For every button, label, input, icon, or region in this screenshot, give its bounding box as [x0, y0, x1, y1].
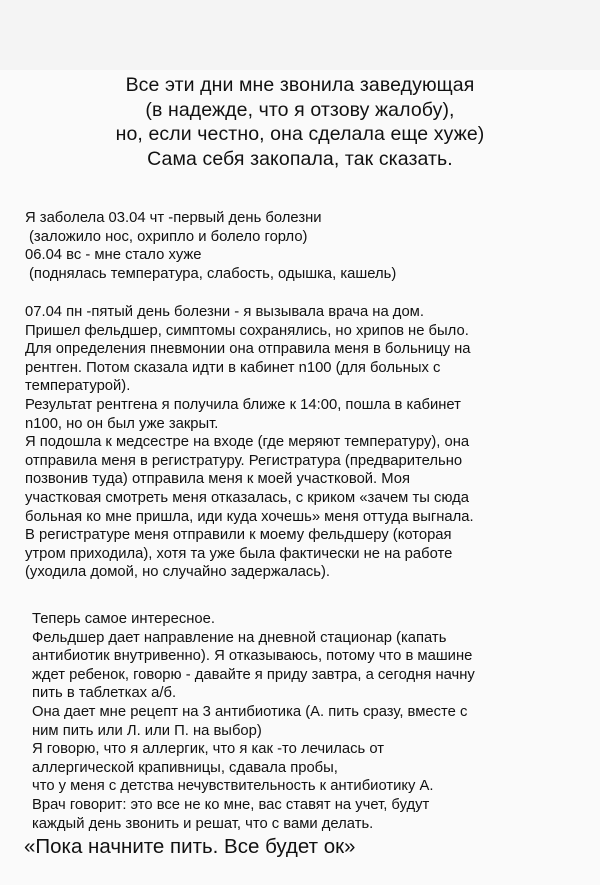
text-line: Я говорю, что я аллергик, что я как -то лечилась от [32, 741, 385, 758]
text-line: 06.04 вс - мне стало хуже [25, 247, 202, 264]
text-line: Теперь самое интересное. [32, 611, 215, 627]
text-line: ждет ребенок, говорю - давайте я приду завтра, а сегодня начну [32, 666, 475, 683]
text-line: что у меня с детства нечувствительность к антибиотику А. [32, 778, 434, 795]
text-line: ним пить или Л. или П. на выбор) [32, 722, 262, 739]
headline-line: (в надежде, что я отзову жалобу), [145, 98, 455, 121]
text-line: Результат рентгена я получила ближе к 14:00, пошла в кабинет [25, 396, 461, 413]
text-line: аллергической крапивницы, сдавала пробы, [32, 759, 338, 776]
text-line: рентген. Потом сказала идти в кабинет n100 (для больных с [25, 359, 441, 376]
headline-line: Сама себя закопала, так сказать. [147, 147, 453, 170]
headline [0, 73, 600, 171]
text-line: (заложило нос, охрипло и болело горло) [29, 228, 308, 245]
text-line: Врач говорит: это все не ко мне, вас ставят на учет, будут [32, 796, 430, 813]
text-line: температурой). [25, 378, 131, 395]
text-line: утром приходила), хотя та уже была фактически не на работе [25, 545, 453, 562]
text-line: Она дает мне рецепт на 3 антибиотика (А. пить сразу, вместе с [32, 703, 468, 720]
paragraph-doctor-visit [25, 303, 585, 582]
text-line: позвонив туда) отправила меня к моей участковой. Моя [25, 471, 411, 488]
text-line: В регистратуре меня отправили к моему фельдшеру (которая [25, 527, 452, 544]
text-line: Я подошла к медсестре на входе (где меряют температуру), она [25, 434, 470, 451]
text-line: антибиотик внутривенно). Я отказываюсь, потому что в машине [32, 648, 473, 665]
headline-line: Все эти дни мне звонила заведующая [125, 74, 475, 96]
paragraph-prescription [32, 610, 592, 833]
text-line: n100, но он был уже закрыт. [25, 415, 219, 432]
paragraph-illness-onset [25, 209, 585, 283]
text-line: (поднялась температура, слабость, одышка, кашель) [29, 265, 397, 282]
text-line: каждый день звонить и решат, что с вами делать. [32, 815, 374, 832]
text-line: Для определения пневмонии она отправила меня в больницу на [25, 341, 471, 358]
text-line: (уходила домой, но случайно задержалась). [25, 564, 330, 581]
closing-quote: «Пока начните пить. Все будет ок» [24, 835, 356, 858]
text-line: Пришел фельдшер, симптомы сохранялись, но хрипов не было. [25, 322, 469, 339]
top-background [0, 0, 600, 70]
text-line: участковая смотреть меня отказалась, с криком «зачем ты сюда [25, 489, 470, 506]
text-line: отправила меня в регистратуру. Регистратура (предварительно [25, 452, 463, 469]
text-line: Я заболела 03.04 чт -первый день болезни [25, 210, 322, 226]
text-line: 07.04 пн -пятый день болезни - я вызывала врача на дом. [25, 304, 424, 320]
text-line: пить в таблетках а/б. [32, 685, 177, 702]
headline-line: но, если честно, она сделала еще хуже) [115, 123, 485, 145]
text-line: больная ко мне пришла, иди куда хочешь» меня оттуда выгнала. [25, 508, 474, 525]
text-line: Фельдшер дает направление на дневной стационар (капать [32, 629, 447, 646]
